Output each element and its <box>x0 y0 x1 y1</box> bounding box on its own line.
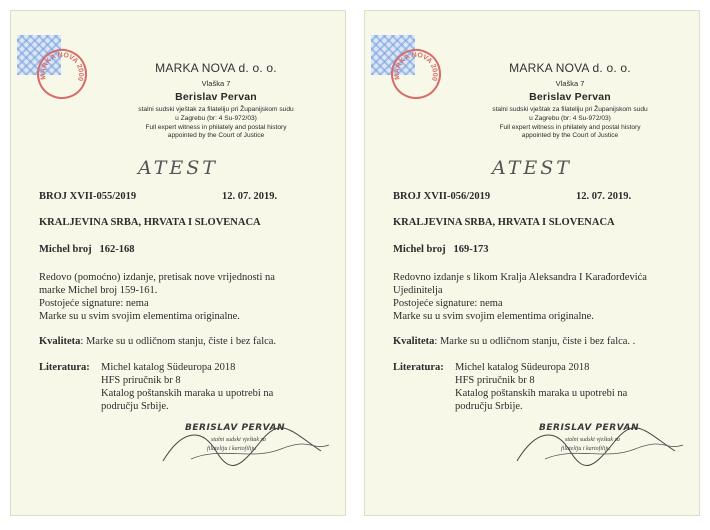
description-line: stalni sudski vještak za filateliju pri Županijskom sudu <box>492 106 648 113</box>
michel-label-text: Michel broj <box>39 244 92 255</box>
certificate-right <box>364 10 700 516</box>
literature-label: Literatura: <box>393 362 444 373</box>
literature-item: Katalog poštanskih maraka u upotrebi na <box>101 388 274 399</box>
quality-text: : Marke su u odličnom stanju, čiste i bez falca. <box>80 336 277 347</box>
company-address: Vlaška 7 <box>201 79 231 88</box>
description-line: appointed by the Court of Justice <box>521 132 619 140</box>
description-line: Full expert witness in philately and postal history <box>145 123 287 131</box>
marks-original-line: Marke su u svim svojim elementima originalne. <box>39 311 240 322</box>
certificate-number: BROJ XVII-056/2019 <box>393 191 491 202</box>
document-title: ATEST <box>492 157 572 179</box>
certificate-number: BROJ XVII-055/2019 <box>39 191 137 202</box>
quality-line <box>39 336 276 347</box>
expert-name: Berislav Pervan <box>529 91 611 103</box>
signature-subtitle: stalni sudski vještak za <box>565 437 620 443</box>
michel-value: 169-173 <box>453 244 489 255</box>
quality-text: : Marke su u odličnom stanju, čiste i bez falca. . <box>434 336 636 347</box>
michel-label-text: Michel broj <box>393 244 446 255</box>
country-name: KRALJEVINA SRBA, HRVATA I SLOVENACA <box>39 217 261 228</box>
expert-description <box>455 106 685 141</box>
signatures-line: Postojeće signature: nema <box>393 298 503 309</box>
quality-line <box>393 336 635 347</box>
marka-nova-emblem <box>371 35 445 107</box>
stamp-text: MARKA NOVA 2000 <box>393 51 439 82</box>
certificate-date: 12. 07. 2019. <box>222 191 278 202</box>
issue-description-line: Redovno izdanje s likom Kralja Aleksandra I Karađorđevića <box>393 272 647 283</box>
signature-subtitle: filateliju i kartofiliju <box>561 446 610 452</box>
literature-item: području Srbije. <box>101 401 169 412</box>
michel-label <box>39 244 134 255</box>
description-line: u Zagrebu (br: 4 Su-972/03) <box>529 114 611 122</box>
marks-original-line: Marke su u svim svojim elementima originalne. <box>393 311 594 322</box>
michel-value: 162-168 <box>99 244 135 255</box>
expert-description <box>101 106 331 141</box>
literature-label: Literatura: <box>39 362 90 373</box>
company-name: MARKA NOVA d. o. o. <box>509 61 631 75</box>
description-line: u Zagrebu (br: 4 Su-972/03) <box>175 114 257 122</box>
document-title: ATEST <box>138 157 218 179</box>
signature-name: BERISLAV PERVAN <box>185 423 285 433</box>
certificate-date: 12. 07. 2019. <box>576 191 632 202</box>
stamp-text: MARKA NOVA 2000 <box>39 51 85 82</box>
signature-name: BERISLAV PERVAN <box>539 423 639 433</box>
signature-subtitle: stalni sudski vještak za <box>211 437 266 443</box>
literature-item: HFS priručnik br 8 <box>101 375 181 386</box>
quality-label: Kvaliteta <box>39 336 81 347</box>
company-name: MARKA NOVA d. o. o. <box>155 61 277 75</box>
country-name: KRALJEVINA SRBA, HRVATA I SLOVENACA <box>393 217 615 228</box>
signature-block <box>161 421 331 471</box>
certificate-left <box>10 10 346 516</box>
literature-item: Michel katalog Südeuropa 2018 <box>101 362 236 373</box>
literature-item: HFS priručnik br 8 <box>455 375 535 386</box>
description-line: stalni sudski vještak za filateliju pri Županijskom sudu <box>138 106 294 113</box>
quality-label: Kvaliteta <box>393 336 435 347</box>
literature-item: Michel katalog Südeuropa 2018 <box>455 362 590 373</box>
description-line: Full expert witness in philately and postal history <box>499 123 641 131</box>
issue-description-line: Ujedinitelja <box>393 285 443 296</box>
signature-subtitle: filateliju i kartofiliju <box>207 446 256 452</box>
expert-name: Berislav Pervan <box>175 91 257 103</box>
literature-item: Katalog poštanskih maraka u upotrebi na <box>455 388 628 399</box>
marka-nova-emblem <box>17 35 91 107</box>
signature-block <box>515 421 685 471</box>
issue-description-line: Redovo (pomoćno) izdanje, pretisak nove vrijednosti na <box>39 272 275 283</box>
issue-description-line: marke Michel broj 159-161. <box>39 285 158 296</box>
description-line: appointed by the Court of Justice <box>167 132 265 140</box>
signatures-line: Postojeće signature: nema <box>39 298 149 309</box>
michel-label <box>393 244 488 255</box>
literature-item: području Srbije. <box>455 401 523 412</box>
company-address: Vlaška 7 <box>555 79 585 88</box>
